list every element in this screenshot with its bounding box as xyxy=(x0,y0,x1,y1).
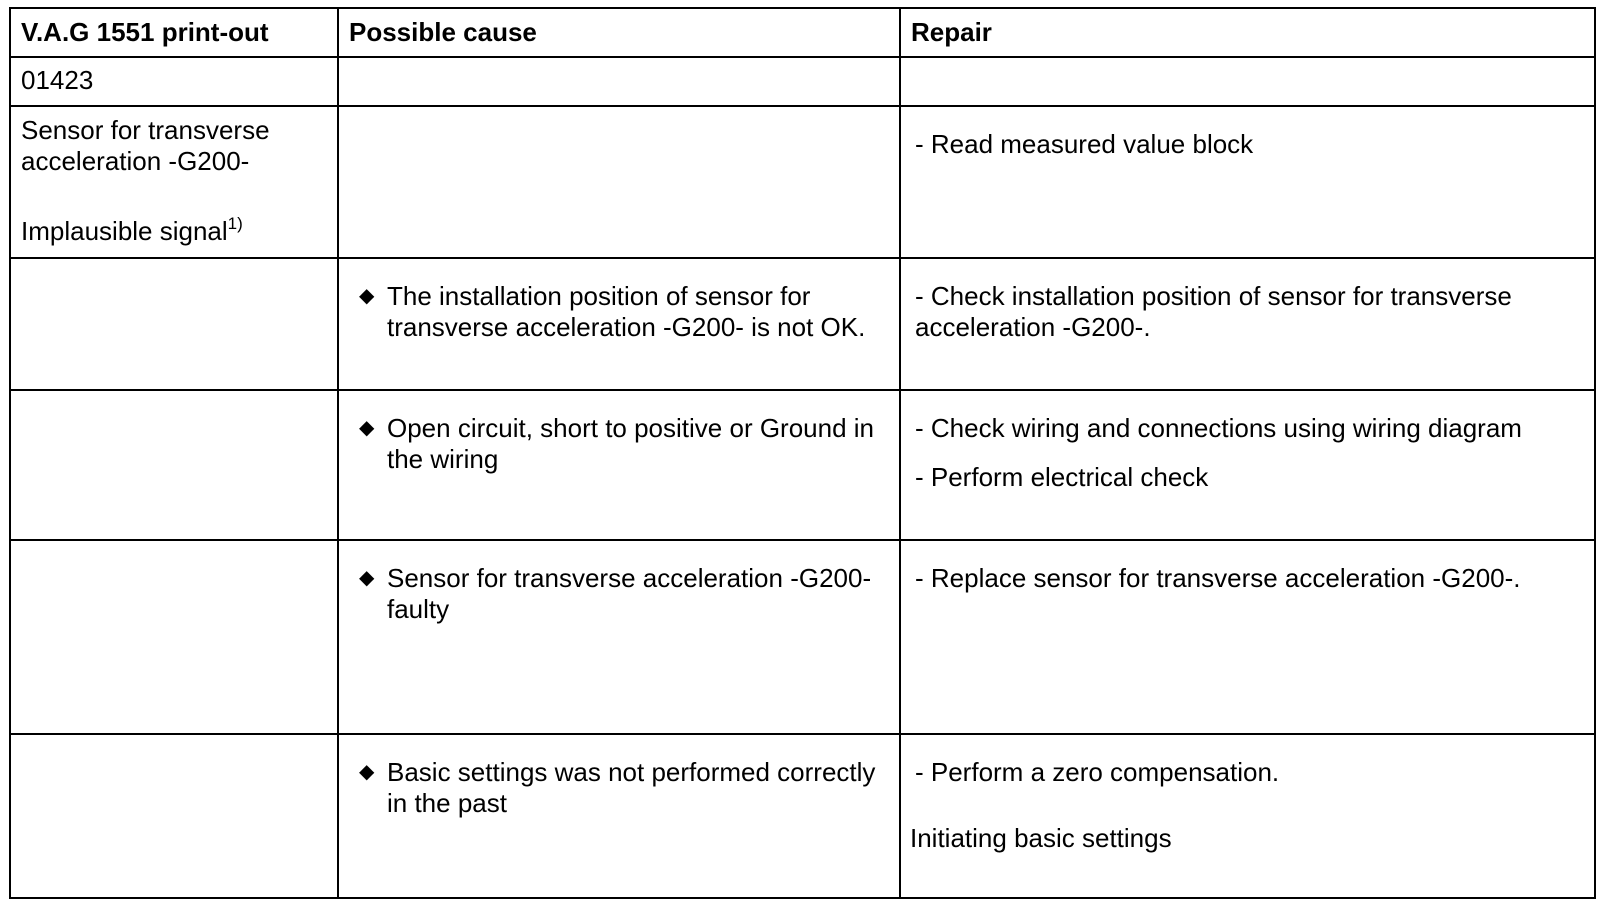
cause-text: Open circuit, short to positive or Ground in the wiring xyxy=(387,413,875,474)
cause-text: The installation position of sensor for transverse acceleration -G200- is not OK. xyxy=(387,281,866,342)
empty-cell xyxy=(10,540,338,734)
diagnostic-table xyxy=(9,7,1596,899)
fault-description-cell xyxy=(10,106,338,258)
first-repair: - Read measured value block xyxy=(915,129,1254,159)
repair-cell xyxy=(900,540,1595,734)
table-row xyxy=(10,734,1595,898)
fault-signal-line xyxy=(21,216,327,247)
header-repair: Repair xyxy=(900,8,1595,57)
repair-note: Initiating basic settings xyxy=(910,823,1172,853)
cause-cell xyxy=(338,258,900,390)
repair-cell xyxy=(900,390,1595,540)
empty-cell xyxy=(338,57,900,106)
fault-name: Sensor for transverse acceleration -G200- xyxy=(21,115,270,176)
fault-code: 01423 xyxy=(21,65,94,95)
diamond-bullet-icon: ◆ xyxy=(359,285,375,307)
table-row xyxy=(10,540,1595,734)
header-possible-cause: Possible cause xyxy=(338,8,900,57)
cause-cell xyxy=(338,734,900,898)
repair-text: - Perform electrical check xyxy=(915,462,1209,492)
diamond-bullet-icon: ◆ xyxy=(359,761,375,783)
empty-cell xyxy=(900,57,1595,106)
repair-text: - Check installation position of sensor for transverse acceleration -G200-. xyxy=(915,281,1512,342)
diagnostic-page xyxy=(9,7,1594,899)
table-row-fault-description xyxy=(10,106,1595,258)
footnote-marker: 1) xyxy=(227,214,243,233)
repair-text: - Check wiring and connections using wiring diagram xyxy=(915,413,1522,443)
repair-text: - Replace sensor for transverse acceleration -G200-. xyxy=(915,563,1521,593)
table-row xyxy=(10,258,1595,390)
diamond-bullet-icon: ◆ xyxy=(359,417,375,439)
table-row-fault-code xyxy=(10,57,1595,106)
empty-cell xyxy=(10,734,338,898)
cause-text: Basic settings was not performed correctly in the past xyxy=(387,757,876,818)
repair-text: - Perform a zero compensation. xyxy=(915,757,1280,787)
repair-cell xyxy=(900,734,1595,898)
empty-cell xyxy=(10,258,338,390)
table-row xyxy=(10,390,1595,540)
header-printout: V.A.G 1551 print-out xyxy=(10,8,338,57)
empty-cell xyxy=(10,390,338,540)
empty-cell xyxy=(338,106,900,258)
repair-cell xyxy=(900,258,1595,390)
fault-signal: Implausible signal xyxy=(21,216,228,246)
table-header-row xyxy=(10,8,1595,57)
cause-cell xyxy=(338,390,900,540)
first-repair-cell xyxy=(900,106,1595,258)
cause-cell xyxy=(338,540,900,734)
cause-text: Sensor for transverse acceleration -G200- faulty xyxy=(387,563,872,624)
diamond-bullet-icon: ◆ xyxy=(359,567,375,589)
fault-code-cell xyxy=(10,57,338,106)
